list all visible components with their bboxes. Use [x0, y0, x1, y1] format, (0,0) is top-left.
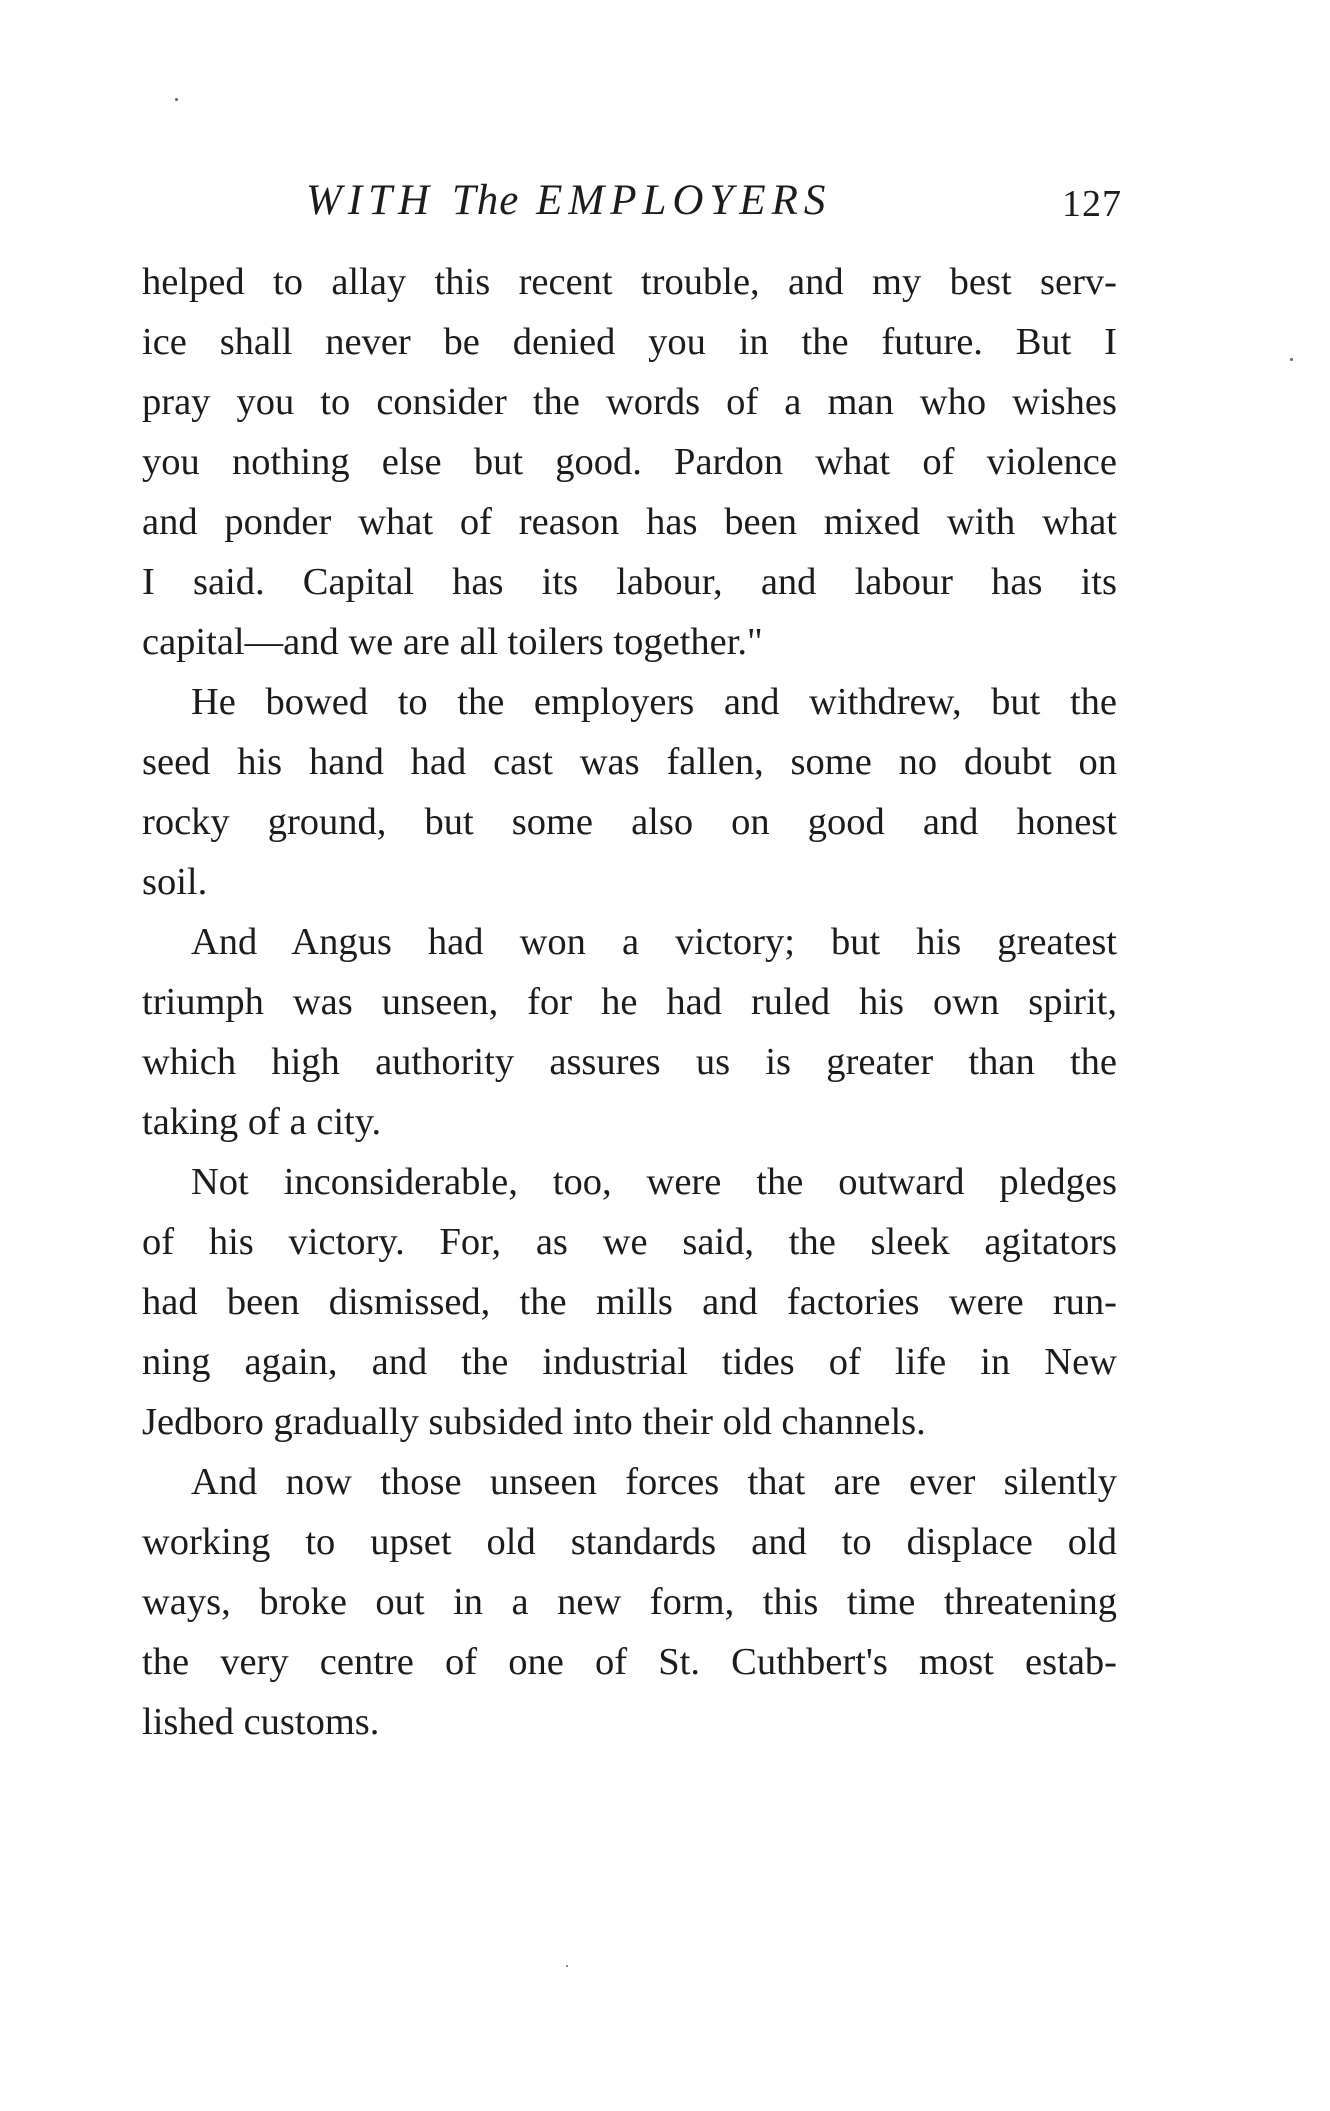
text-line: lished customs. [142, 1701, 380, 1743]
running-head-the: The [451, 177, 520, 224]
text-line: pray you to consider the words of a man who wishes [142, 381, 1117, 423]
running-head-with: WITH [306, 177, 436, 224]
text-line: working to upset old standards and to displace old [142, 1521, 1117, 1563]
text-line: He bowed to the employers and withdrew, but the [191, 681, 1117, 723]
paragraph [142, 252, 1117, 672]
scan-speck [175, 98, 178, 101]
text-line: And now those unseen forces that are ever silently [191, 1461, 1117, 1503]
text-line: you nothing else but good. Pardon what of violence [142, 441, 1117, 483]
text-line: I said. Capital has its labour, and labour has its [142, 561, 1117, 603]
running-head-title [306, 176, 831, 225]
text-line: rocky ground, but some also on good and honest [142, 801, 1117, 843]
paragraph [142, 1152, 1117, 1452]
text-line: triumph was unseen, for he had ruled his own spirit, [142, 981, 1117, 1023]
text-line: ning again, and the industrial tides of life in New [142, 1341, 1117, 1383]
text-line: the very centre of one of St. Cuthbert's most estab- [142, 1641, 1117, 1683]
paragraph [142, 1452, 1117, 1752]
text-line: ways, broke out in a new form, this time threatening [142, 1581, 1117, 1623]
text-line: Not inconsiderable, too, were the outward pledges [191, 1161, 1117, 1203]
page-number: 127 [1062, 183, 1122, 225]
scan-speck [566, 1965, 568, 1967]
text-line: capital—and we are all toilers together." [142, 621, 763, 663]
text-line: taking of a city. [142, 1101, 382, 1143]
paragraph [142, 912, 1117, 1152]
text-line: And Angus had won a victory; but his greatest [191, 921, 1117, 963]
text-line: had been dismissed, the mills and factories were run- [142, 1281, 1117, 1323]
text-line: Jedboro gradually subsided into their old channels. [142, 1401, 926, 1443]
text-line: seed his hand had cast was fallen, some no doubt on [142, 741, 1117, 783]
text-line: helped to allay this recent trouble, and my best serv- [142, 261, 1117, 303]
paragraph [142, 672, 1117, 912]
scan-speck [1290, 358, 1293, 361]
running-head-employers: EMPLOYERS [536, 177, 832, 224]
text-line: ice shall never be denied you in the future. But I [142, 321, 1117, 363]
body-text [142, 252, 1117, 1752]
running-head [142, 176, 1122, 236]
text-line: soil. [142, 861, 208, 903]
text-line: which high authority assures us is greater than the [142, 1041, 1117, 1083]
text-line: of his victory. For, as we said, the sleek agitators [142, 1221, 1117, 1263]
text-line: and ponder what of reason has been mixed with what [142, 501, 1117, 543]
